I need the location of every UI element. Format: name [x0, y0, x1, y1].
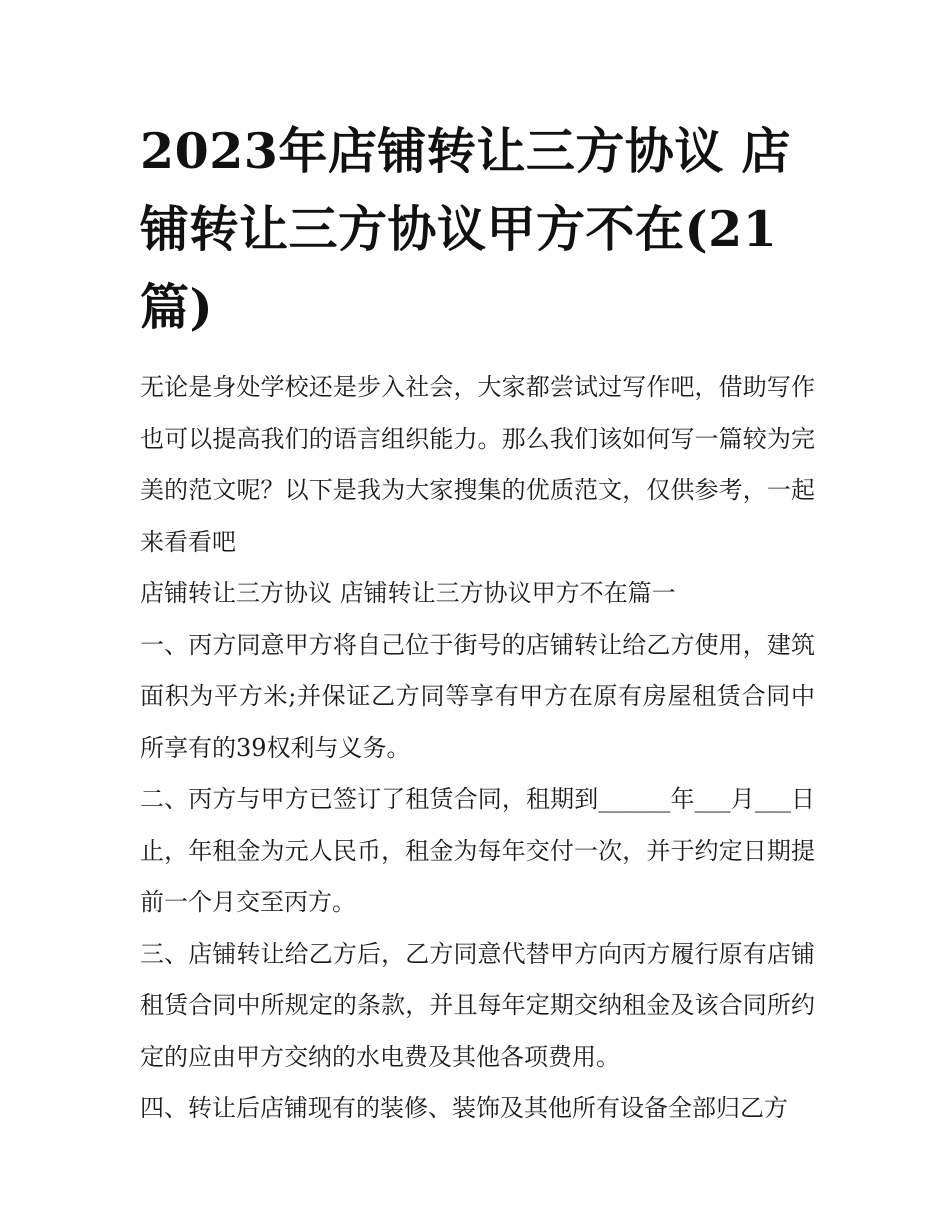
- section-heading: 店铺转让三方协议 店铺转让三方协议甲方不在篇一: [140, 579, 676, 607]
- clause-one: 一、丙方同意甲方将自己位于街号的店铺转让给乙方使用，建筑面积为平方米;并保证乙方同等享有甲方在原有房屋租赁合同中所享有的39权利与义务。: [140, 630, 815, 762]
- intro-paragraph: 无论是身处学校还是步入社会，大家都尝试过写作吧，借助写作也可以提高我们的语言组织能力。那么我们该如何写一篇较为完美的范文呢？以下是我为大家搜集的优质范文，仅供参考，一起来看看吧: [140, 373, 815, 556]
- document-body: [140, 112, 815, 1135]
- clause-four: 四、转让后店铺现有的装修、装饰及其他所有设备全部归乙方: [140, 1094, 788, 1122]
- clause-three: 三、店铺转让给乙方后，乙方同意代替甲方向丙方履行原有店铺租赁合同中所规定的条款，并且每年定期交纳租金及该合同所约定的应由甲方交纳的水电费及其他各项费用。: [140, 939, 815, 1071]
- clause-two: 二、丙方与甲方已签订了租赁合同，租期到______年___月___日止，年租金为元人民币，租金为每年交付一次，并于约定日期提前一个月交至丙方。: [140, 785, 815, 916]
- document-title: 2023年店铺转让三方协议 店铺转让三方协议甲方不在(21篇): [140, 122, 791, 336]
